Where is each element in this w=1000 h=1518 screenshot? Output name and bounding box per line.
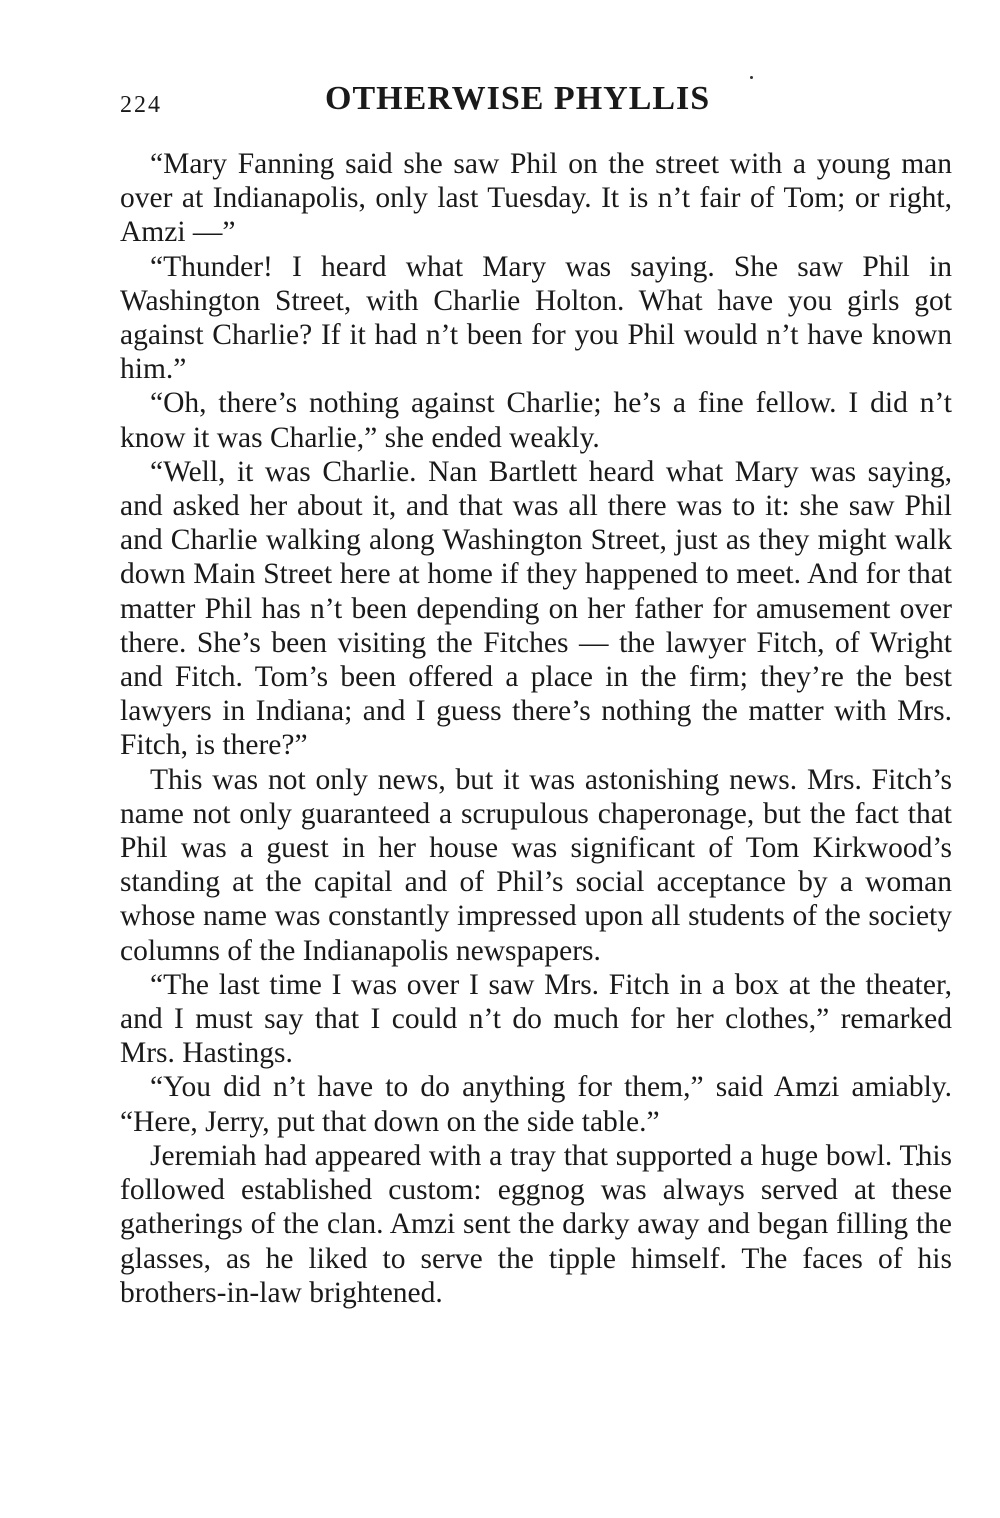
running-title: OTHERWISE PHYLLIS xyxy=(325,80,711,117)
paragraph: “Well, it was Charlie. Nan Bartlett heard what Mary was saying, and asked her about it, and that was all there was to it: she saw Phil and Charlie walking along Washington Street, just as they might walk down Main Street here at home if they happened to meet. And for that matter Phil has n’t been depending on her father for amusement over there. She’s been visiting the Fitches — the lawyer Fitch, of Wright and Fitch. Tom’s been offered a place in the firm; they’re the best lawyers in Indiana; and I guess there’s nothing the matter with Mrs. Fitch, is there?” xyxy=(120,455,952,762)
body-text xyxy=(120,147,952,1310)
page-header xyxy=(120,80,950,130)
page-number: 224 xyxy=(120,92,162,118)
paragraph: “Oh, there’s nothing against Charlie; he’s a fine fellow. I did n’t know it was Charlie,” she ended weakly. xyxy=(120,387,952,454)
paragraph: “Mary Fanning said she saw Phil on the street with a young man over at Indianapolis, only last Tuesday. It is n’t fair of Tom; or right, Amzi —” xyxy=(120,148,952,249)
print-speck xyxy=(750,76,753,79)
paragraph: “Thunder! I heard what Mary was saying. She saw Phil in Washington Street, with Charlie Holton. What have you girls got against Charlie? If it had n’t been for you Phil would n’t have known him.” xyxy=(120,250,952,386)
paragraph: “You did n’t have to do anything for them,” said Amzi amiably. “Here, Jerry, put that down on the side table.” xyxy=(120,1071,952,1138)
paragraph: This was not only news, but it was astonishing news. Mrs. Fitch’s name not only guaranteed a scrupulous chaperonage, but the fact that Phil was a guest in her house was significant of Tom Kirkwood’s standing at the capital and of Phil’s social acceptance by a woman whose name was constantly impressed upon all students of the society columns of the Indianapolis newspapers. xyxy=(120,763,952,967)
paragraph: “The last time I was over I saw Mrs. Fitch in a box at the theater, and I must say that I could n’t do much for her clothes,” remarked Mrs. Hastings. xyxy=(120,968,952,1070)
paragraph: Jeremiah had appeared with a tray that supported a huge bowl. This followed established custom: eggnog was always served at these gatherings of the clan. Amzi sent the darky away and began filling the glasses, as he liked to serve the tipple himself. The faces of his brothers-in-law brightened. xyxy=(120,1139,952,1309)
